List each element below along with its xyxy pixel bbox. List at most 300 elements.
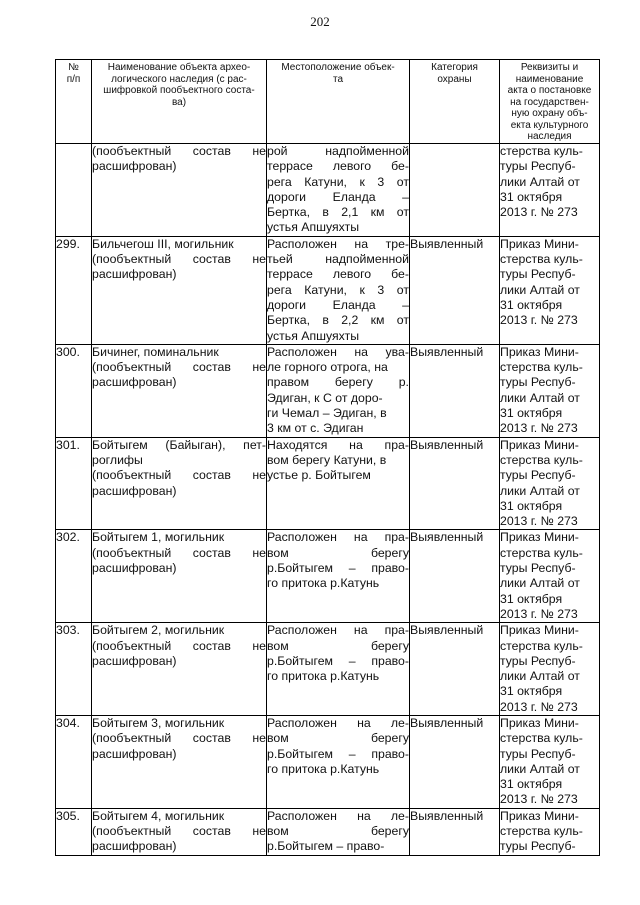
- header-line: на государствен-: [510, 96, 589, 108]
- table-row: [56, 236, 600, 344]
- row-number: 301.: [56, 437, 92, 530]
- protection-category: Выявленный: [410, 808, 500, 855]
- requisites-line: стерства куль-: [500, 638, 583, 653]
- cell-word: –: [348, 561, 356, 576]
- table-header: [56, 60, 600, 144]
- cell-line: [92, 438, 266, 453]
- cell-word: дороги: [267, 189, 307, 204]
- act-requisites: [500, 715, 600, 808]
- cell-line: [267, 561, 409, 576]
- cell-word: левого: [332, 267, 372, 282]
- object-location: [267, 808, 410, 855]
- cell-word: право-: [371, 561, 409, 576]
- cell-word: берегу: [370, 824, 409, 839]
- cell-line: [92, 716, 266, 731]
- table-body: [56, 144, 600, 856]
- header-row: [56, 60, 600, 144]
- cell-word: Бичинег, поминальник: [92, 344, 219, 359]
- cell-word: на: [353, 623, 368, 638]
- cell-word: расшифрован): [92, 839, 177, 854]
- object-location: [267, 144, 410, 237]
- cell-word: 3 км от с. Эдиган: [267, 421, 364, 436]
- cell-word: правом: [267, 375, 310, 390]
- header-line: та: [332, 73, 344, 85]
- cell-word: –: [348, 746, 356, 761]
- header-line: №: [68, 62, 79, 73]
- cell-word: устье р. Бойтыгем: [267, 468, 371, 483]
- cell-line: [92, 144, 266, 159]
- cell-line: [92, 252, 266, 267]
- cell-word: берегу: [370, 731, 409, 746]
- cell-word: в: [322, 205, 329, 220]
- cell-word: на: [354, 344, 369, 359]
- cell-line: [267, 220, 409, 235]
- cell-word: от: [396, 282, 409, 297]
- requisites-line: 31 октября: [500, 406, 563, 421]
- cell-line: [267, 747, 409, 762]
- cell-word: (пообъектный: [92, 638, 172, 653]
- requisites-line: туры Респуб-: [500, 267, 576, 282]
- cell-line: [92, 561, 266, 576]
- requisites-line: туры Респуб-: [500, 746, 576, 761]
- object-name: [92, 715, 267, 808]
- header-line: шифровкой пообъектного соста-: [103, 85, 255, 96]
- act-requisites: [500, 808, 600, 855]
- requisites-line: стерства куль-: [500, 545, 583, 560]
- requisites-line: Приказ Мини-: [500, 623, 579, 638]
- cell-word: Бертка,: [267, 205, 311, 220]
- cell-word: состав: [192, 252, 231, 267]
- cell-word: вом берегу Катуни, в: [267, 452, 387, 467]
- row-number: 305.: [56, 808, 92, 855]
- cell-word: право-: [371, 746, 409, 761]
- requisites-line: стерства куль-: [500, 252, 583, 267]
- cell-word: расшифрован): [92, 483, 177, 498]
- cell-word: Эдиган, к С от доро-: [267, 390, 383, 405]
- cell-word: не: [252, 252, 266, 267]
- cell-word: р.Бойтыгем: [267, 746, 334, 761]
- cell-word: го притока р.Катунь: [267, 576, 380, 591]
- cell-line: [267, 421, 409, 436]
- cell-word: не: [252, 824, 266, 839]
- heritage-registry-table: [55, 59, 600, 856]
- col-header-location: [267, 60, 410, 144]
- cell-line: [92, 267, 266, 282]
- cell-word: 2,2: [341, 313, 359, 328]
- cell-line: [92, 546, 266, 561]
- requisites-line: лики Алтай от: [500, 174, 580, 189]
- cell-word: пра-: [384, 437, 409, 452]
- cell-word: вом: [267, 824, 289, 839]
- requisites-line: лики Алтай от: [500, 669, 580, 684]
- cell-line: [267, 283, 409, 298]
- cell-word: ле горного отрога, на: [267, 360, 388, 375]
- requisites-line: лики Алтай от: [500, 761, 580, 776]
- requisites-line: 31 октября: [500, 591, 563, 606]
- cell-line: [267, 329, 409, 344]
- cell-word: от: [396, 205, 409, 220]
- header-line: Категория: [431, 62, 478, 73]
- cell-line: [267, 639, 409, 654]
- act-requisites: [500, 530, 600, 623]
- requisites-line: Приказ Мини-: [500, 344, 579, 359]
- cell-word: не: [252, 545, 266, 560]
- cell-word: на: [357, 715, 371, 730]
- cell-line: [92, 360, 266, 375]
- requisites-line: лики Алтай от: [500, 282, 580, 297]
- table-row: [56, 344, 600, 437]
- cell-word: право-: [371, 653, 409, 668]
- protection-category: Выявленный: [410, 715, 500, 808]
- cell-line: [267, 438, 409, 453]
- cell-word: рега: [267, 282, 292, 297]
- requisites-line: Приказ Мини-: [500, 437, 579, 452]
- requisites-line: Приказ Мини-: [500, 530, 579, 545]
- requisites-line: стерства куль-: [500, 824, 583, 839]
- cell-word: расшифрован): [92, 375, 177, 390]
- cell-word: роглифы: [92, 452, 143, 467]
- cell-line: [267, 298, 409, 313]
- cell-word: (пообъектный: [92, 252, 172, 267]
- cell-line: [92, 159, 266, 174]
- requisites-line: 2013 г. № 273: [500, 606, 578, 621]
- cell-line: [267, 175, 409, 190]
- row-number: 299.: [56, 236, 92, 344]
- cell-line: [267, 716, 409, 731]
- cell-word: берегу: [370, 638, 409, 653]
- act-requisites: [500, 623, 600, 716]
- cell-line: [267, 762, 409, 777]
- cell-word: не: [252, 144, 266, 158]
- requisites-line: 31 октября: [500, 498, 563, 513]
- object-location: [267, 530, 410, 623]
- requisites-line: стерства куль-: [500, 731, 583, 746]
- act-requisites: [500, 144, 600, 237]
- cell-line: [267, 809, 409, 824]
- act-requisites: [500, 437, 600, 530]
- requisites-line: стерства куль-: [500, 360, 583, 375]
- cell-word: расшифрован): [92, 561, 177, 576]
- cell-word: состав: [192, 731, 231, 746]
- cell-line: [267, 391, 409, 406]
- cell-word: Бойтыгем: [92, 437, 148, 452]
- cell-word: Бертка,: [267, 313, 311, 328]
- cell-word: Катуни,: [304, 282, 347, 297]
- object-name: [92, 344, 267, 437]
- header-line: ва): [171, 96, 187, 108]
- cell-word: р.Бойтыгем: [267, 561, 334, 576]
- cell-word: берегу: [334, 375, 373, 390]
- cell-word: го притока р.Катунь: [267, 761, 380, 776]
- header-line: Наименование объекта архео-: [107, 62, 251, 73]
- cell-word: рой: [267, 144, 288, 158]
- cell-word: Бойтыгем 4, могильник: [92, 808, 225, 823]
- cell-line: [92, 530, 266, 545]
- requisites-line: лики Алтай от: [500, 576, 580, 591]
- cell-word: состав: [192, 638, 231, 653]
- requisites-line: 31 октября: [500, 684, 563, 699]
- requisites-line: стерства куль-: [500, 452, 583, 467]
- cell-line: [92, 468, 266, 483]
- cell-word: на: [349, 437, 363, 452]
- cell-word: не: [252, 468, 266, 483]
- cell-word: от: [396, 174, 409, 189]
- cell-word: расшифрован): [92, 653, 177, 668]
- header-line: Реквизиты и: [520, 62, 579, 73]
- page-number: 202: [310, 14, 330, 29]
- act-requisites: [500, 236, 600, 344]
- requisites-line: туры Респуб-: [500, 653, 576, 668]
- cell-word: Бойтыгем 3, могильник: [92, 715, 225, 730]
- requisites-line: 2013 г. № 273: [500, 421, 578, 436]
- cell-line: [267, 731, 409, 746]
- cell-line: [267, 237, 409, 252]
- cell-word: Катуни,: [304, 174, 347, 189]
- cell-word: го притока р.Катунь: [267, 669, 380, 684]
- header-line: ную охрану объ-: [511, 108, 588, 119]
- cell-word: ле-: [390, 808, 409, 823]
- cell-word: р.Бойтыгем: [267, 653, 334, 668]
- table-row: [56, 144, 600, 237]
- header-line: наименование: [515, 73, 584, 85]
- row-number: 304.: [56, 715, 92, 808]
- row-number: 300.: [56, 344, 92, 437]
- requisites-line: 2013 г. № 273: [500, 313, 578, 328]
- cell-word: (пообъектный: [92, 545, 172, 560]
- cell-line: [92, 484, 266, 499]
- cell-word: (пообъектный: [92, 360, 172, 375]
- cell-line: [267, 267, 409, 282]
- cell-word: (Байыган),: [165, 437, 226, 452]
- cell-word: ги Чемал – Эдиган, в: [267, 406, 387, 421]
- object-location: [267, 715, 410, 808]
- cell-word: бе-: [391, 159, 409, 174]
- cell-word: Расположен: [267, 808, 337, 823]
- requisites-line: стерства куль-: [500, 144, 583, 158]
- cell-word: террасе: [267, 159, 313, 174]
- row-number: 302.: [56, 530, 92, 623]
- header-line: екта культурного: [510, 119, 589, 131]
- protection-category: Выявленный: [410, 530, 500, 623]
- cell-word: устья Апшуяхты: [267, 328, 360, 343]
- requisites-line: 2013 г. № 273: [500, 792, 578, 807]
- table-row: [56, 437, 600, 530]
- cell-word: на: [357, 808, 371, 823]
- cell-line: [92, 654, 266, 669]
- cell-word: Расположен: [267, 344, 337, 359]
- requisites-line: 2013 г. № 273: [500, 514, 578, 529]
- requisites-line: 31 октября: [500, 297, 563, 312]
- requisites-line: 2013 г. № 273: [500, 205, 578, 220]
- object-name: [92, 144, 267, 237]
- header-line: логического наследия (с рас-: [111, 73, 247, 85]
- cell-line: [267, 824, 409, 839]
- cell-word: на: [353, 530, 368, 545]
- cell-line: [267, 360, 409, 375]
- cell-word: Расположен: [267, 236, 337, 251]
- table-row: [56, 623, 600, 716]
- cell-word: вом: [267, 731, 289, 746]
- requisites-line: Приказ Мини-: [500, 715, 579, 730]
- cell-word: пра-: [384, 530, 409, 545]
- cell-word: пет-: [243, 437, 266, 452]
- requisites-line: туры Респуб-: [500, 468, 576, 483]
- cell-line: [267, 839, 409, 854]
- object-location: [267, 437, 410, 530]
- cell-line: [267, 576, 409, 591]
- requisites-line: 31 октября: [500, 189, 563, 204]
- cell-word: состав: [192, 144, 231, 158]
- cell-word: в: [322, 313, 329, 328]
- cell-word: террасе: [267, 267, 313, 282]
- object-location: [267, 344, 410, 437]
- cell-line: [92, 453, 266, 468]
- cell-line: [267, 205, 409, 220]
- cell-word: надпойменной: [325, 252, 409, 267]
- cell-line: [92, 639, 266, 654]
- cell-line: [267, 623, 409, 638]
- col-header-name: [92, 60, 267, 144]
- cell-line: [92, 747, 266, 762]
- cell-line: [267, 669, 409, 684]
- cell-word: ле-: [390, 715, 409, 730]
- cell-word: левого: [332, 159, 372, 174]
- cell-word: состав: [192, 824, 231, 839]
- cell-word: дороги: [267, 297, 307, 312]
- requisites-line: Приказ Мини-: [500, 236, 579, 251]
- cell-word: тьей: [267, 252, 293, 267]
- cell-word: 2,1: [341, 205, 359, 220]
- object-name: [92, 623, 267, 716]
- protection-category: Выявленный: [410, 437, 500, 530]
- cell-word: (пообъектный: [92, 468, 172, 483]
- cell-word: расшифрован): [92, 746, 177, 761]
- cell-word: берегу: [370, 545, 409, 560]
- cell-line: [267, 468, 409, 483]
- requisites-line: туры Респуб-: [500, 839, 576, 854]
- cell-word: 3: [377, 174, 385, 189]
- cell-line: [267, 345, 409, 360]
- cell-word: рега: [267, 174, 292, 189]
- cell-word: (пообъектный: [92, 824, 172, 839]
- cell-line: [267, 530, 409, 545]
- requisites-line: 2013 г. № 273: [500, 699, 578, 714]
- cell-line: [92, 731, 266, 746]
- table-row: [56, 530, 600, 623]
- cell-line: [267, 313, 409, 328]
- cell-word: км: [370, 205, 385, 220]
- cell-word: (пообъектный: [92, 144, 172, 158]
- protection-category: Выявленный: [410, 623, 500, 716]
- cell-word: Еланда: [332, 297, 376, 312]
- cell-word: Находятся: [267, 437, 328, 452]
- object-name: [92, 808, 267, 855]
- cell-word: Расположен: [267, 715, 337, 730]
- cell-word: Расположен: [267, 530, 337, 545]
- cell-line: [92, 824, 266, 839]
- header-line: охраны: [437, 73, 472, 85]
- cell-word: состав: [192, 468, 231, 483]
- header-line: наследия: [527, 131, 572, 142]
- cell-word: Бильчегош III, могильник: [92, 236, 234, 251]
- cell-line: [267, 654, 409, 669]
- requisites-line: туры Респуб-: [500, 561, 576, 576]
- cell-word: состав: [192, 360, 231, 375]
- col-header-number: [56, 60, 92, 144]
- cell-word: не: [252, 360, 266, 375]
- col-header-category: [410, 60, 500, 144]
- object-name: [92, 437, 267, 530]
- cell-word: устья Апшуяхты: [267, 220, 360, 235]
- cell-word: бе-: [391, 267, 409, 282]
- cell-word: состав: [192, 545, 231, 560]
- cell-word: ува-: [385, 344, 409, 359]
- cell-word: расшифрован): [92, 267, 177, 282]
- header-line: акта о постановке: [507, 85, 592, 96]
- header-line: п/п: [66, 73, 81, 85]
- cell-word: Бойтыгем 2, могильник: [92, 623, 225, 638]
- cell-word: не: [252, 638, 266, 653]
- protection-category: Выявленный: [410, 344, 500, 437]
- cell-word: (пообъектный: [92, 731, 172, 746]
- cell-word: р.: [398, 375, 409, 390]
- cell-line: [267, 406, 409, 421]
- cell-word: р.Бойтыгем – право-: [267, 839, 385, 854]
- protection-category: [410, 144, 500, 237]
- cell-word: Еланда: [332, 189, 376, 204]
- table-row: [56, 808, 600, 855]
- cell-line: [267, 144, 409, 159]
- cell-word: 3: [377, 282, 385, 297]
- requisites-line: туры Респуб-: [500, 159, 576, 174]
- header-line: Местоположение объек-: [281, 62, 395, 73]
- cell-word: от: [396, 313, 409, 328]
- cell-word: Расположен: [267, 623, 337, 638]
- cell-line: [92, 623, 266, 638]
- cell-line: [92, 809, 266, 824]
- object-location: [267, 623, 410, 716]
- cell-word: Бойтыгем 1, могильник: [92, 530, 225, 545]
- requisites-line: 31 октября: [500, 777, 563, 792]
- act-requisites: [500, 344, 600, 437]
- object-name: [92, 236, 267, 344]
- requisites-line: лики Алтай от: [500, 483, 580, 498]
- cell-line: [267, 159, 409, 174]
- cell-word: к: [359, 282, 365, 297]
- requisites-line: Приказ Мини-: [500, 808, 579, 823]
- row-number: 303.: [56, 623, 92, 716]
- cell-line: [92, 237, 266, 252]
- requisites-line: лики Алтай от: [500, 390, 580, 405]
- cell-line: [267, 252, 409, 267]
- cell-word: км: [370, 313, 385, 328]
- cell-line: [267, 190, 409, 205]
- cell-word: вом: [267, 545, 289, 560]
- cell-word: –: [402, 189, 409, 204]
- cell-line: [267, 546, 409, 561]
- cell-line: [267, 375, 409, 390]
- cell-line: [92, 375, 266, 390]
- cell-word: –: [348, 653, 356, 668]
- cell-word: –: [402, 297, 409, 312]
- object-name: [92, 530, 267, 623]
- cell-line: [92, 839, 266, 854]
- cell-word: на: [354, 236, 369, 251]
- cell-word: тре-: [385, 236, 409, 251]
- protection-category: Выявленный: [410, 236, 500, 344]
- cell-word: расшифрован): [92, 159, 177, 174]
- cell-word: пра-: [384, 623, 409, 638]
